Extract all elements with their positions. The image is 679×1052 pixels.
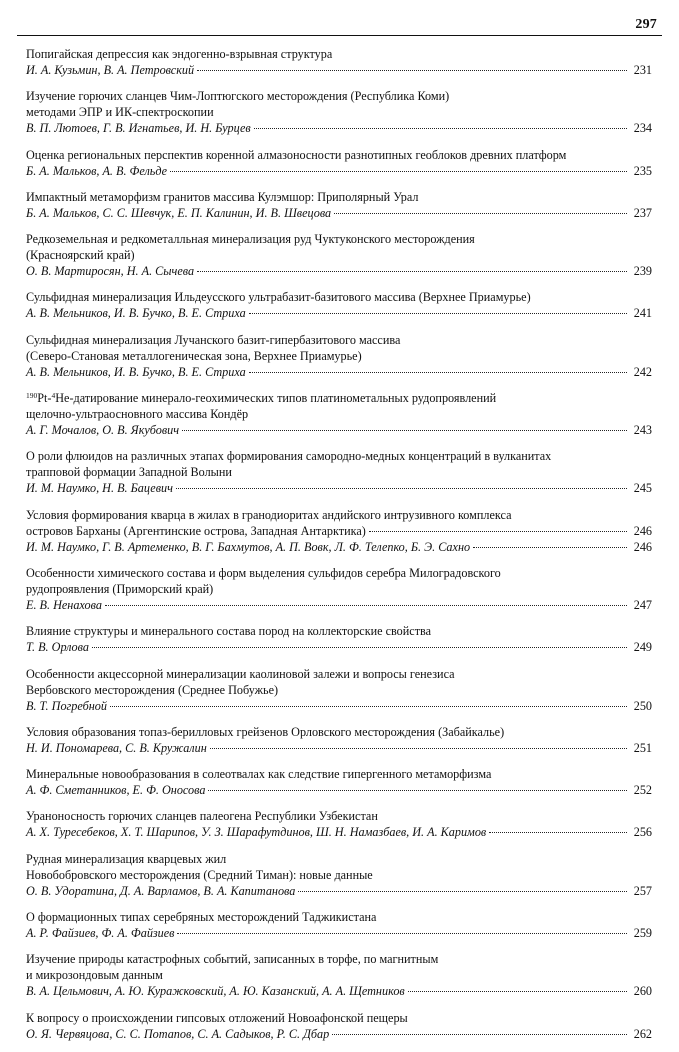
entry-title-line: Сульфидная минерализация Ильдеусского ультрабазит-базитового массива (Верхнее Приамурье) [26, 290, 531, 305]
dot-leader [334, 213, 627, 214]
toc-entry [26, 231, 652, 279]
entry-authors-row [26, 62, 652, 78]
header-rule [17, 35, 662, 36]
entry-title-line: и микрозондовым данным [26, 968, 163, 983]
isotope-text: Pt- [37, 391, 52, 406]
entry-title-line: (Красноярский край) [26, 248, 135, 263]
toc-entry [26, 507, 652, 555]
entry-title-line: Условия образования топаз-берилловых грейзенов Орловского месторождения (Забайкалье) [26, 724, 505, 739]
entry-title-line: щелочно-ультраосновного массива Кондёр [26, 407, 249, 422]
entry-title-line: Условия формирования кварца в жилах в гранодиоритах андийского интрузивного комплекса [26, 507, 512, 522]
page-ref: 241 [633, 306, 652, 321]
toc-entry [26, 189, 652, 221]
dot-leader [332, 1034, 627, 1035]
toc-entry [26, 390, 652, 438]
toc-entry [26, 1010, 652, 1042]
entry-authors: А. Х. Туресебеков, Х. Т. Шарипов, У. З. Шарафутдинов, Ш. Н. Намазбаев, И. А. Каримов [26, 825, 487, 840]
dot-leader [254, 128, 627, 129]
entry-authors: А. Г. Мочалов, О. В. Якубович [26, 423, 180, 438]
entry-authors: А. В. Мельников, И. В. Бучко, В. Е. Стриха [26, 306, 246, 321]
entry-title-line: Особенности химического состава и форм выделения сульфидов серебра Милоградовского [26, 565, 501, 580]
entry-title-line: О формационных типах серебряных месторождений Таджикистана [26, 910, 377, 925]
entry-title-line: Изучение горючих сланцев Чим-Лоптюгского месторождения (Республика Коми) [26, 89, 450, 104]
entry-authors: В. П. Лютоев, Г. В. Игнатьев, И. Н. Бурцев [26, 121, 251, 136]
dot-leader [197, 70, 627, 71]
toc-entry [26, 666, 652, 714]
page-ref: 242 [633, 364, 652, 379]
entry-authors-row [26, 639, 652, 655]
entry-title-line: К вопросу о происхождении гипсовых отложений Новоафонской пещеры [26, 1010, 408, 1025]
entry-title-line: Ураноносность горючих сланцев палеогена Республики Узбекистан [26, 809, 378, 824]
dot-leader [177, 933, 627, 934]
toc-entry [26, 766, 652, 798]
entry-authors-row [26, 480, 652, 496]
page-number: 297 [635, 17, 657, 32]
dot-leader [110, 706, 627, 707]
entry-title-line: островов Барханы (Аргентинские острова, Западная Антарктика) [26, 523, 366, 538]
entry-title-line: Рудная минерализация кварцевых жил [26, 851, 227, 866]
dot-leader [208, 790, 627, 791]
entry-title-leader-row [26, 523, 652, 539]
entry-authors: Н. И. Пономарева, С. В. Кружалин [26, 740, 207, 755]
entry-title-line: Влияние структуры и минерального состава пород на коллекторские свойства [26, 624, 432, 639]
entry-authors: О. В. Мартиросян, Н. А. Сычева [26, 264, 195, 279]
dot-leader [176, 488, 627, 489]
entry-authors-row [26, 163, 652, 179]
entry-title-line: Особенности акцессорной минерализации каолиновой залежи и вопросы генезиса [26, 666, 455, 681]
entry-authors-row [26, 1026, 652, 1042]
entry-authors-row [26, 205, 652, 221]
entry-authors-row [26, 824, 652, 840]
page-ref: 249 [633, 640, 652, 655]
page-ref: 245 [633, 481, 652, 496]
page-ref: 237 [633, 205, 652, 220]
toc-entry [26, 332, 652, 380]
entry-authors-row [26, 364, 652, 380]
page-ref: 260 [633, 984, 652, 999]
dot-leader [210, 748, 627, 749]
page-ref: 235 [633, 163, 652, 178]
dot-leader [298, 891, 627, 892]
toc-entry [26, 623, 652, 655]
page-ref: 252 [633, 783, 652, 798]
toc-entry [26, 808, 652, 840]
entry-title-line: Сульфидная минерализация Лучанского базит-гипербазитового массива [26, 332, 401, 347]
dot-leader [105, 605, 627, 606]
entry-authors-row [26, 422, 652, 438]
entry-authors: Е. В. Ненахова [26, 597, 102, 612]
entry-authors-row [26, 120, 652, 136]
entry-authors-row [26, 925, 652, 941]
table-of-contents [26, 46, 652, 1052]
dot-leader [369, 531, 627, 532]
entry-title-line: Вербовского месторождения (Среднее Побужье) [26, 682, 279, 697]
entry-title-text: He-датирование минерало-геохимических типов платинометальных рудопроявлений [55, 391, 497, 406]
toc-entry [26, 851, 652, 899]
toc-entry [26, 88, 652, 136]
page-ref: 231 [633, 63, 652, 77]
dot-leader [473, 547, 627, 548]
entry-title-line: Попигайская депрессия как эндогенно-взрывная структура [26, 47, 333, 61]
toc-entry [26, 951, 652, 999]
entry-title-line: Редкоземельная и редкометалльная минерализация руд Чуктуконского месторождения [26, 232, 475, 247]
entry-authors-row [26, 305, 652, 321]
entry-authors-row [26, 883, 652, 899]
entry-authors: И. М. Наумко, Г. В. Артеменко, В. Г. Бахмутов, А. П. Вовк, Л. Ф. Телепко, Б. Э. Сахно [26, 539, 471, 554]
page-ref: 250 [633, 698, 652, 713]
toc-entry [26, 147, 652, 179]
entry-authors-row [26, 740, 652, 756]
page-ref: 259 [633, 926, 652, 941]
toc-entry [26, 909, 652, 941]
entry-authors: Б. А. Мальков, А. В. Фельде [26, 163, 168, 178]
page-ref: 256 [633, 825, 652, 840]
page-ref: 257 [633, 883, 652, 898]
page-ref: 247 [633, 597, 652, 612]
toc-entry [26, 289, 652, 321]
page-ref: 251 [633, 740, 652, 755]
entry-title-line: рудопроявления (Приморский край) [26, 581, 214, 596]
page-ref: 243 [633, 423, 652, 438]
entry-title-line: методами ЭПР и ИК-спектроскопии [26, 105, 214, 120]
dot-leader [408, 991, 627, 992]
entry-title-line: (Северо-Становая металлогеническая зона, Верхнее Приамурье) [26, 348, 362, 363]
page-ref: 262 [633, 1026, 652, 1041]
entry-authors: О. В. Удоратина, Д. А. Варламов, В. А. Капитанова [26, 883, 296, 898]
entry-authors: Б. А. Мальков, С. С. Шевчук, Е. П. Калинин, И. В. Швецова [26, 205, 332, 220]
entry-title-line: трапповой формации Западной Волыни [26, 465, 232, 480]
entry-authors: О. Я. Червяцова, С. С. Потапов, С. А. Садыков, Р. С. Дбар [26, 1026, 330, 1041]
entry-authors: В. А. Цельмович, А. Ю. Куражковский, А. Ю. Казанский, А. А. Щетников [26, 984, 405, 999]
entry-authors: И. М. Наумко, Н. В. Бацевич [26, 481, 173, 496]
toc-entry [26, 448, 652, 496]
page-ref: 239 [633, 264, 652, 279]
dot-leader [170, 171, 627, 172]
toc-entry [26, 565, 652, 613]
isotope-mass-superscript: 4 [51, 391, 56, 401]
dot-leader [182, 430, 627, 431]
entry-title-line [26, 390, 652, 406]
entry-title-line: Новобобровского месторождения (Средний Тиман): новые данные [26, 867, 373, 882]
entry-authors: А. Ф. Сметанников, Е. Ф. Оносова [26, 783, 206, 798]
dot-leader [489, 832, 627, 833]
entry-authors-row [26, 263, 652, 279]
page-ref: 234 [633, 121, 652, 136]
dot-leader [92, 647, 627, 648]
entry-authors: В. Т. Погребной [26, 698, 107, 713]
toc-entry [26, 724, 652, 756]
entry-title-line: Изучение природы катастрофных событий, записанных в торфе, по магнитным [26, 952, 439, 967]
entry-title-leader-row [26, 147, 652, 163]
entry-authors-row [26, 597, 652, 613]
page-ref: 246 [633, 539, 652, 554]
entry-authors: А. В. Мельников, И. В. Бучко, В. Е. Стриха [26, 364, 246, 379]
entry-title-line: Импактный метаморфизм гранитов массива Кулэмшор: Приполярный Урал [26, 189, 419, 204]
isotope-mass-superscript: 190 [26, 391, 38, 401]
entry-title-line: Минеральные новообразования в солеотвалах как следствие гипергенного метаморфизма [26, 767, 492, 782]
entry-authors: А. Р. Файзиев, Ф. А. Файзиев [26, 926, 175, 941]
page-ref: 246 [633, 523, 652, 538]
entry-authors-row [26, 539, 652, 555]
entry-authors-row [26, 698, 652, 714]
entry-authors-row [26, 782, 652, 798]
toc-entry [26, 46, 652, 78]
entry-authors-row [26, 983, 652, 999]
dot-leader [249, 372, 627, 373]
entry-authors: И. А. Кузьмин, В. А. Петровский [26, 63, 195, 77]
dot-leader [249, 313, 627, 314]
entry-title-line: О роли флюидов на различных этапах формирования самородно-медных концентраций в вулканитах [26, 449, 552, 464]
entry-authors: Т. В. Орлова [26, 640, 89, 655]
entry-title-line: Оценка региональных перспектив коренной алмазоносности разнотипных геоблоков древних платформ [26, 147, 567, 162]
dot-leader [197, 271, 627, 272]
